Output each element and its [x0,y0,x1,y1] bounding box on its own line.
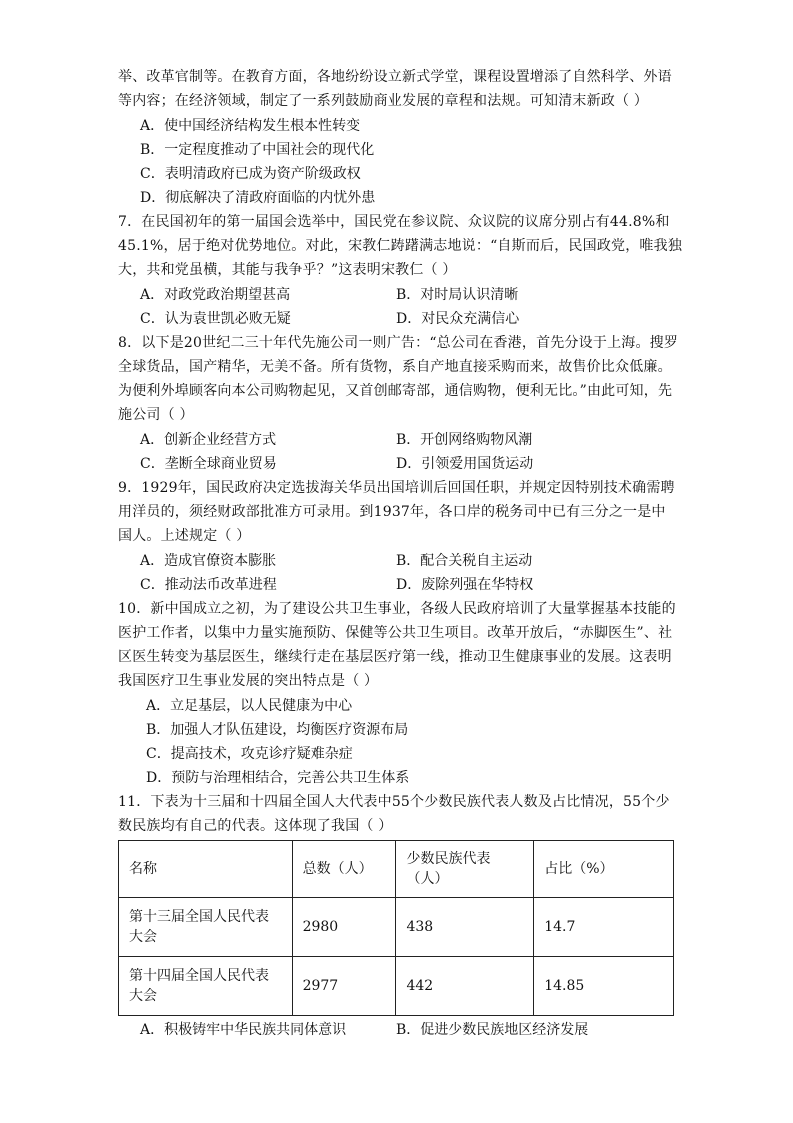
q8-option-d[interactable]: D．引领爱用国货运动 [396,456,534,472]
table-row [119,898,674,957]
q10-option-d[interactable]: D．预防与治理相结合，完善公共卫生体系 [146,770,410,786]
q10-option-c[interactable]: C．提高技术，攻克诊疗疑难杂症 [146,746,353,762]
q11-option-a[interactable]: A．积极铸牢中华民族共同体意识 [140,1022,347,1038]
table-cell: 438 [396,898,534,957]
q11-option-b[interactable]: B．促进少数民族地区经济发展 [396,1022,589,1038]
q7-option-d[interactable]: D．对民众充满信心 [396,311,520,327]
table-cell: 14.85 [534,957,674,1016]
question-7-text: 7．在民国初年的第一届国会选举中，国民党在参议院、众议院的议席分别占有44.8%和 [118,214,670,230]
table-cell: 14.7 [534,898,674,957]
question-text-line: 等内容；在经济领域，制定了一系列鼓励商业发展的章程和法规。可知清末新政（ ） [118,93,649,109]
table-header-row [119,841,674,898]
question-10-text: 区医生转变为基层医生，继续行走在基层医疗第一线，推动卫生健康事业的发展。这表明 [118,649,672,665]
q9-option-b[interactable]: B．配合关税自主运动 [396,553,533,569]
table-cell: 2980 [292,898,396,957]
q8-option-c[interactable]: C．垄断全球商业贸易 [140,456,277,472]
table-header-cell: 总数（人） [292,841,396,898]
question-10-text: 医护工作者，以集中力量实施预防、保健等公共卫生项目。改革开放后，“赤脚医生”、社 [118,625,673,641]
question-8-text: 施公司（ ） [118,407,194,423]
question-8-text: 8．以下是20世纪二三十年代先施公司一则广告：“总公司在香港，首先分设于上海。搜罗 [118,335,679,351]
table-header-cell: 名称 [119,841,293,898]
delegates-table [118,840,674,1016]
question-8-text: 为便利外埠顾客向本公司购物起见，又首创邮寄部，通信购物，便利无比。”由此可知，先 [118,383,673,399]
q10-option-a[interactable]: A．立足基层，以人民健康为中心 [146,698,353,714]
q7-option-c[interactable]: C．认为袁世凯必败无疑 [140,311,291,327]
option-a[interactable]: A．使中国经济结构发生根本性转变 [140,118,361,134]
table-cell: 第十四届全国人民代表大会 [119,957,293,1016]
question-7-text: 45.1%，居于绝对优势地位。对此，宋教仁踌躇满志地说：“自斯而后，民国政党，唯我独 [118,238,683,254]
table-cell: 2977 [292,957,396,1016]
q7-option-b[interactable]: B．对时局认识清晰 [396,287,519,303]
question-10-text: 10．新中国成立之初，为了建设公共卫生事业，各级人民政府培训了大量掌握基本技能的 [118,601,676,617]
question-7-text: 大，共和党虽横，其能与我争乎？”这表明宋教仁（ ） [118,262,457,278]
table-cell: 第十三届全国人民代表大会 [119,898,293,957]
q7-option-a[interactable]: A．对政党政治期望甚高 [140,287,291,303]
table-header-cell: 占比（%） [534,841,674,898]
question-9-text: 用洋员的，须经财政部批准方可录用。到1937年，各口岸的税务司中已有三分之一是中 [118,504,666,520]
q8-option-a[interactable]: A．创新企业经营方式 [140,432,277,448]
question-9-text: 9．1929年，国民政府决定选拔海关华员出国培训后回国任职，并规定因特别技术确需聘 [118,480,675,496]
q8-option-b[interactable]: B．开创网络购物风潮 [396,432,533,448]
option-b[interactable]: B．一定程度推动了中国社会的现代化 [140,142,375,158]
option-d[interactable]: D．彻底解决了清政府面临的内忧外患 [140,190,376,206]
option-c[interactable]: C．表明清政府已成为资产阶级政权 [140,166,361,182]
question-9-text: 国人。上述规定（ ） [118,528,251,544]
question-10-text: 我国医疗卫生事业发展的突出特点是（ ） [118,673,379,689]
question-11-text: 11．下表为十三届和十四届全国人大代表中55个少数民族代表人数及占比情况，55个少 [118,794,670,810]
table-row [119,957,674,1016]
q9-option-a[interactable]: A．造成官僚资本膨胀 [140,553,277,569]
q9-option-c[interactable]: C．推动法币改革进程 [140,577,277,593]
question-8-text: 全球货品，国产精华，无美不备。所有货物，系自产地直接采购而来，故售价比众低廉。 [118,359,672,375]
q9-option-d[interactable]: D．废除列强在华特权 [396,577,534,593]
q10-option-b[interactable]: B．加强人才队伍建设，均衡医疗资源布局 [146,722,409,738]
table-header-cell: 少数民族代表（人） [396,841,534,898]
question-11-text: 数民族均有自己的代表。这体现了我国（ ） [118,818,393,834]
question-text-line: 举、改革官制等。在教育方面，各地纷纷设立新式学堂，课程设置增添了自然科学、外语 [118,69,672,85]
table-cell: 442 [396,957,534,1016]
